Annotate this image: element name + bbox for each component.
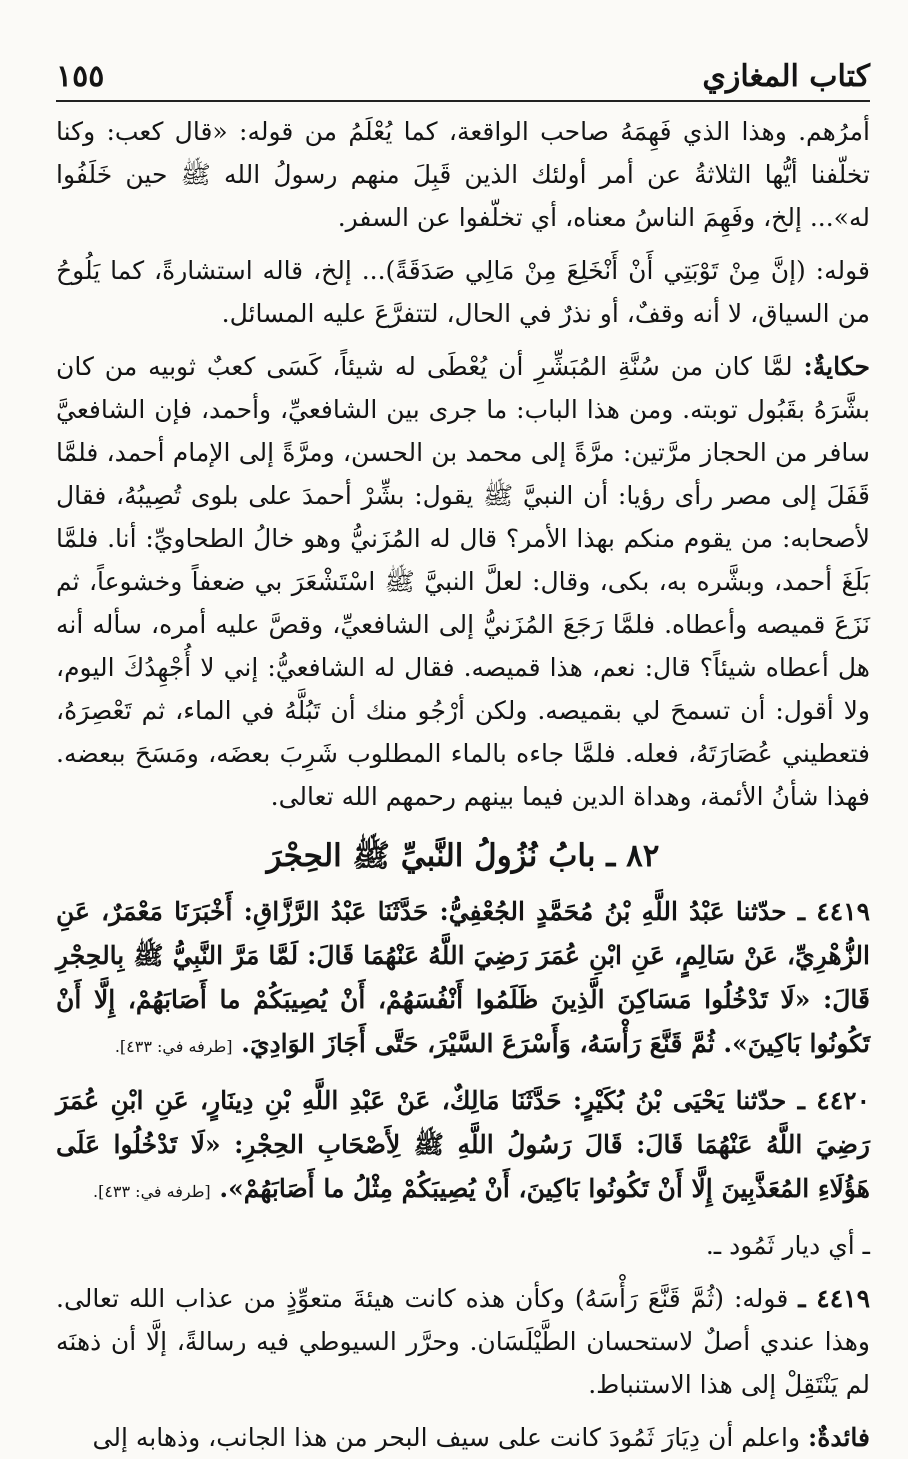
- hadith-text: ٤٤٢٠ ـ حدّثنا يَحْيَى بْنُ بُكَيْرٍ: حَدَّثَنَا مَالِكٌ، عَنْ عَبْدِ اللَّهِ بْنِ دِينَارٍ، عَنِ ابْنِ عُمَرَ رَضِيَ اللَّهُ عَنْهُمَا قَالَ: قَالَ رَسُولُ اللَّهِ ﷺ لِأَصْحَابِ الحِجْرِ: «لَا تَدْخُلُوا عَلَى هَؤُلَاءِ المُعَذَّبِينَ إِلَّا أَنْ تَكُونُوا بَاكِينَ، أَنْ يُصِيبَكُمْ مِثْلُ ما أَصَابَهُمْ».: [56, 1086, 870, 1203]
- page-header: [56, 0, 870, 100]
- cross-reference: [طرفه في: ٤٣٣].: [114, 1037, 233, 1056]
- cross-reference: [طرفه في: ٤٣٣].: [92, 1182, 211, 1201]
- note-lead: فائدةٌ:: [808, 1423, 870, 1452]
- header-rule: [56, 100, 870, 102]
- hadith-text: ٤٤١٩ ـ حدّثنا عَبْدُ اللَّهِ بْنُ مُحَمَّدٍ الجُعْفِيُّ: حَدَّثَنَا عَبْدُ الرَّزَّاقِ: أَخْبَرَنَا مَعْمَرٌ، عَنِ الزُّهْرِيِّ، عَنْ سَالِمٍ، عَنِ ابْنِ عُمَرَ رَضِيَ اللَّهُ عَنْهُمَا قَالَ: لَمَّا مَرَّ النَّبِيُّ ﷺ بِالحِجْرِ قَالَ: «لَا تَدْخُلُوا مَسَاكِنَ الَّذِينَ ظَلَمُوا أَنْفُسَهُمْ، أَنْ يُصِيبَكُمْ ما أَصَابَهُمْ، إِلَّا أَنْ تَكُونُوا بَاكِينَ». ثُمَّ قَنَّعَ رَأْسَهُ، وَأَسْرَعَ السَّيْرَ، حَتَّى أَجَازَ الوَادِيَ.: [56, 897, 870, 1058]
- paragraph-text: قوله: (إنَّ مِنْ تَوْبَتِي أَنْ أَنْخَلِعَ مِنْ مَالِي صَدَقَةً)... إلخ، قاله استشارةً، كما يَلُوحُ من السياق، لا أنه وقفٌ، أو نذرٌ في الحال، لتتفرَّعَ عليه المسائل.: [56, 256, 870, 328]
- hadith-4420: [56, 1079, 870, 1214]
- note-3: [56, 1416, 870, 1459]
- paragraph-lead: حكايةٌ:: [803, 352, 870, 381]
- note-2: [56, 1277, 870, 1406]
- page-number: ١٥٥: [56, 59, 105, 94]
- commentary-paragraph-3: [56, 345, 870, 818]
- note-text: قوله: (ثُمَّ قَنَّعَ رَأْسَهُ) وكأن هذه كانت هيئةَ متعوِّذٍ من عذاب الله تعالى. وهذا عندي أصلٌ لاستحسان الطَّيْلَسَان. وحرَّر السيوطي فيه رسالةً، إلَّا أن ذهنَه لم يَنْتَقِلْ إلى هذا الاستنباط.: [56, 1284, 870, 1399]
- chapter-heading: ٨٢ ـ بابُ نُزُولُ النَّبيِّ ﷺ الحِجْرَ: [266, 838, 660, 874]
- paragraph-text: أمرُهم. وهذا الذي فَهِمَهُ صاحب الواقعة، كما يُعْلَمُ من قوله: «قال كعب: وكنا تخلّفنا أيُّها الثلاثةُ عن أمر أولئك الذين قَبِلَ منهم رسولُ الله ﷺ حين خَلَفُوا له»... إلخ، وفَهِمَ الناسُ معناه، أي تخلّفوا عن السفر.: [56, 117, 870, 232]
- hadith-4419: [56, 890, 870, 1069]
- commentary-paragraph-2: [56, 249, 870, 335]
- note-lead: ٤٤١٩ ـ: [798, 1284, 870, 1313]
- paragraph-text: لمَّا كان من سُنَّةِ المُبَشِّرِ أن يُعْطَى له شيئاً، كَسَى كعبٌ ثوبيه من كان بشَّرَهُ بقَبُول توبته. ومن هذا الباب: ما جرى بين الشافعيِّ، وأحمد، فإن الشافعيَّ سافر من الحجاز مرَّتين: مرَّةً إلى محمد بن الحسن، ومرَّةً إلى الإمام أحمد، فلمَّا قَفَلَ إلى مصر رأى رؤيا: أن النبيَّ ﷺ يقول: بشِّرْ أحمدَ على بلوى تُصِيبُهُ، فقال لأصحابه: من يقوم منكم بهذا الأمر؟ قال له المُزَنيُّ وهو خالُ الطحاويِّ: أنا. فلمَّا بَلَغَ أحمد، وبشَّره به، بكى، وقال: لعلَّ النبيَّ ﷺ اسْتَشْعَرَ بي ضعفاً وخشوعاً، ثم نَزَعَ قميصه وأعطاه. فلمَّا رَجَعَ المُزَنيُّ إلى الشافعيِّ، وقصَّ عليه أمره، سأله أنه هل أعطاه شيئاً؟ قال: نعم، هذا قميصه. فقال له الشافعيُّ: إني لا أُجْهِدُكَ اليوم، ولا أقول: أن تسمحَ لي بقميصه. ولكن أرْجُو منك أن تَبُلَّهُ في الماء، ثم تَعْصِرَهُ، فتعطيني عُصَارَتَهُ، فعله. فلمَّا جاءه بالماء المطلوب شَرِبَ بعضَه، ومَسَحَ ببعضه. فهذا شأنُ الأئمة، وهداة الدين فيما بينهم رحمهم الله تعالى.: [56, 352, 870, 811]
- note-1: [56, 1224, 870, 1267]
- note-text: واعلم أن دِيَارَ ثَمُودَ كانت على سيف البحر من هذا الجانب، وذهابه إلى: [92, 1423, 809, 1452]
- commentary-paragraph-1: [56, 110, 870, 239]
- book-title: كتاب المغازي: [702, 59, 870, 94]
- note-text: ـ أي ديار ثَمُود ـ.: [705, 1231, 870, 1260]
